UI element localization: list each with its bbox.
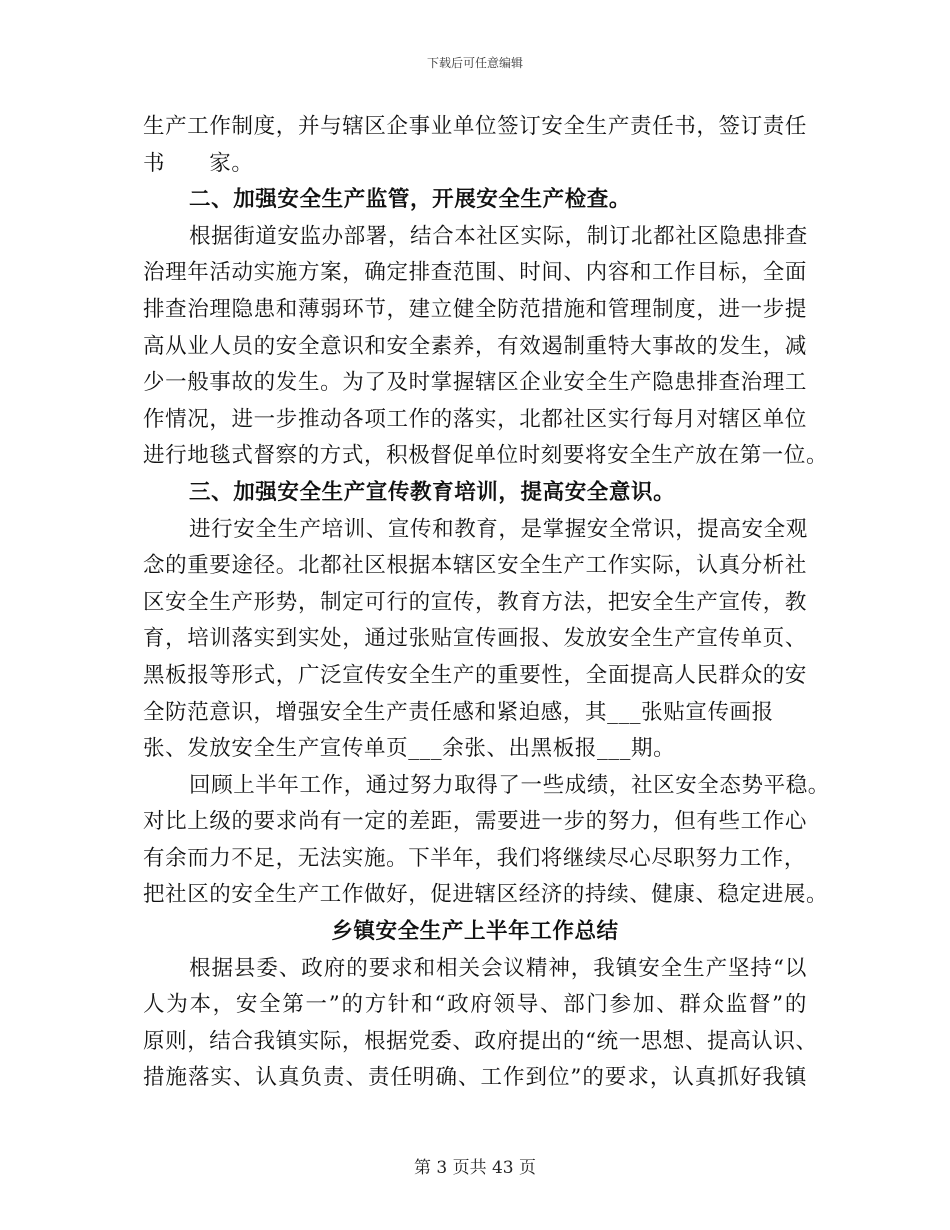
text-line: 黑板报等形式，广泛宣传安全生产的重要性，全面提高人民群众的安 (143, 662, 807, 688)
document-body (143, 109, 830, 1097)
text-line: 全防范意识，增强安全生产责任感和紧迫感，其___张贴宣传画报 (143, 699, 774, 725)
text-line: 回顾上半年工作，通过努力取得了一些成绩，社区安全态势平稳。 (189, 772, 830, 798)
text-line: 区安全生产形势，制定可行的宣传，教育方法，把安全生产宣传，教 (143, 589, 807, 615)
text-line: 有余而力不足，无法实施。下半年，我们将继续尽心尽职努力工作， (143, 845, 807, 871)
text-line: 原则，结合我镇实际，根据党委、政府提出的“统一思想、提高认识、 (143, 1028, 818, 1054)
text-line: 念的重要途径。北都社区根据本辖区安全生产工作实际，认真分析社 (143, 553, 807, 579)
text-line: 少一般事故的发生。为了及时掌握辖区企业安全生产隐患排查治理工 (143, 370, 807, 396)
text-line: 进行安全生产培训、宣传和教育，是掌握安全常识，提高安全观 (189, 516, 808, 542)
text-line: 措施落实、认真负责、责任明确、工作到位”的要求，认真抓好我镇 (143, 1065, 807, 1091)
text-line: 高从业人员的安全意识和安全素养，有效遏制重特大事故的发生，减 (143, 333, 807, 359)
text-line: 生产工作制度，并与辖区企事业单位签订安全生产责任书，签订责任 (143, 114, 807, 139)
section-heading: 二、加强安全生产监管，开展安全生产检查。 (189, 187, 632, 213)
text-line: 把社区的安全生产工作做好，促进辖区经济的持续、健康、稳定进展。 (143, 882, 829, 908)
text-line: 治理年活动实施方案，确定排查范围、时间、内容和工作目标，全面 (143, 260, 807, 286)
page-number: 第 3 页共 43 页 (413, 1158, 537, 1178)
page-header: 下载后可任意编辑 (426, 56, 523, 70)
text-line: 根据街道安监办部署，结合本社区实际，制订北都社区隐患排查 (189, 223, 808, 249)
section-heading: 三、加强安全生产宣传教育培训，提高安全意识。 (189, 479, 676, 505)
text-line: 人为本，安全第一”的方针和“政府领导、部门参加、群众监督”的 (143, 992, 807, 1018)
text-line: 育，培训落实到实处，通过张贴宣传画报、发放安全生产宣传单页、 (143, 626, 807, 652)
text-line: 排查治理隐患和薄弱环节，建立健全防范措施和管理制度，进一步提 (143, 296, 807, 322)
text-line: 对比上级的要求尚有一定的差距，需要进一步的努力，但有些工作心 (143, 809, 807, 835)
article-title: 乡镇安全生产上半年工作总结 (331, 919, 619, 945)
text-line: 进行地毯式督察的方式，积极督促单位时刻要将安全生产放在第一位。 (143, 443, 829, 469)
text-line: 作情况，进一步推动各项工作的落实，北都社区实行每月对辖区单位 (143, 406, 807, 432)
text-line: 张、发放安全生产宣传单页___余张、出黑板报___期。 (143, 736, 676, 762)
text-line: 书 家。 (143, 150, 254, 176)
text-line: 根据县委、政府的要求和相关会议精神，我镇安全生产坚持“以 (189, 955, 807, 981)
